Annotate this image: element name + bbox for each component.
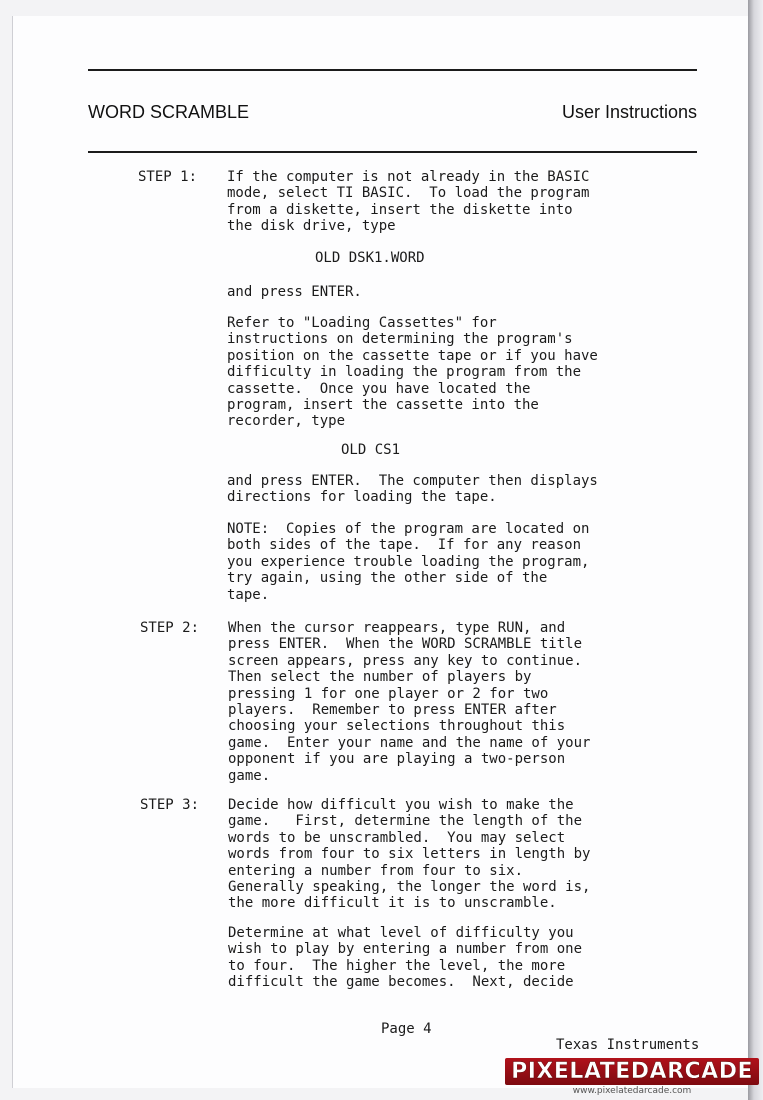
text-line: wish to play by entering a number from one [228,941,583,958]
text-line: Generally speaking, the longer the word is, [228,879,591,896]
watermark-logo: PIXELATEDARCADE [505,1058,759,1085]
text-line: Determine at what level of difficulty you [228,925,574,941]
text-line: Then select the number of players by [228,669,532,686]
text-line: difficult the game becomes. Next, decide [228,974,574,991]
text-line: choosing your selections throughout this [228,718,566,735]
top-rule [88,69,697,71]
command-cassette: OLD CS1 [341,442,401,458]
text-line: screen appears, press any key to continue. [228,652,583,669]
text-line: words to be unscrambled. You may select [228,829,566,846]
step-3-level [228,925,658,991]
text-line: and press ENTER. [227,284,362,300]
step-1-press-enter [227,284,657,300]
step-2-text [228,620,658,784]
text-line: from a diskette, insert the diskette into [227,201,573,218]
text-line: the disk drive, type [227,218,396,235]
step-1-label: STEP 1: [138,169,198,185]
text-line: When the cursor reappears, type RUN, and [228,620,566,636]
text-line: to four. The higher the level, the more [228,957,566,974]
text-line: and press ENTER. The computer then displays [227,473,598,489]
text-line: Refer to "Loading Cassettes" for [227,315,497,331]
step-1-note [227,521,657,603]
text-line: recorder, type [227,413,346,430]
step-1-cassette [227,315,657,430]
text-line: instructions on determining the program's [227,331,573,348]
section-title: User Instructions [561,102,697,122]
step-3-length [228,797,658,912]
text-line: position on the cassette tape or if you have [227,347,598,364]
binding-spine [748,0,763,1100]
text-line: pressing 1 for one player or 2 for two [228,685,549,702]
text-line: game. Enter your name and the name of your [228,734,591,751]
text-line: you experience trouble loading the program, [227,553,590,570]
text-line: entering a number from four to six. [228,862,524,879]
page-number: Page 4 [381,1021,432,1037]
text-line: game. [228,767,271,784]
text-line: the more difficult it is to unscramble. [228,895,557,912]
text-line: words from four to six letters in length by [228,846,591,863]
step-2-label: STEP 2: [140,620,200,636]
document-title: WORD SCRAMBLE [88,102,250,122]
text-line: If the computer is not already in the BASIC [227,169,590,185]
text-line: program, insert the cassette into the [227,397,539,414]
text-line: cassette. Once you have located the [227,380,531,397]
site-watermark [505,1058,759,1096]
text-line: game. First, determine the length of the [228,813,583,830]
command-disk: OLD DSK1.WORD [315,250,425,266]
text-line: Decide how difficult you wish to make the [228,797,574,813]
publisher: Texas Instruments [556,1037,700,1053]
text-line: tape. [227,586,270,603]
text-line: players. Remember to press ENTER after [228,702,557,719]
watermark-url: www.pixelatedarcade.com [572,1086,692,1096]
text-line: directions for loading the tape. [227,489,497,506]
step-1-directions [227,473,657,506]
text-line: NOTE: Copies of the program are located on [227,521,590,537]
text-line: opponent if you are playing a two-person [228,751,566,768]
step-1-intro [227,169,657,235]
text-line: both sides of the tape. If for any reason [227,537,582,554]
step-3-label: STEP 3: [140,797,200,813]
text-line: difficulty in loading the program from the [227,364,582,381]
text-line: mode, select TI BASIC. To load the program [227,185,590,202]
header-rule [88,151,697,153]
text-line: press ENTER. When the WORD SCRAMBLE title [228,636,583,653]
text-line: try again, using the other side of the [227,570,548,587]
